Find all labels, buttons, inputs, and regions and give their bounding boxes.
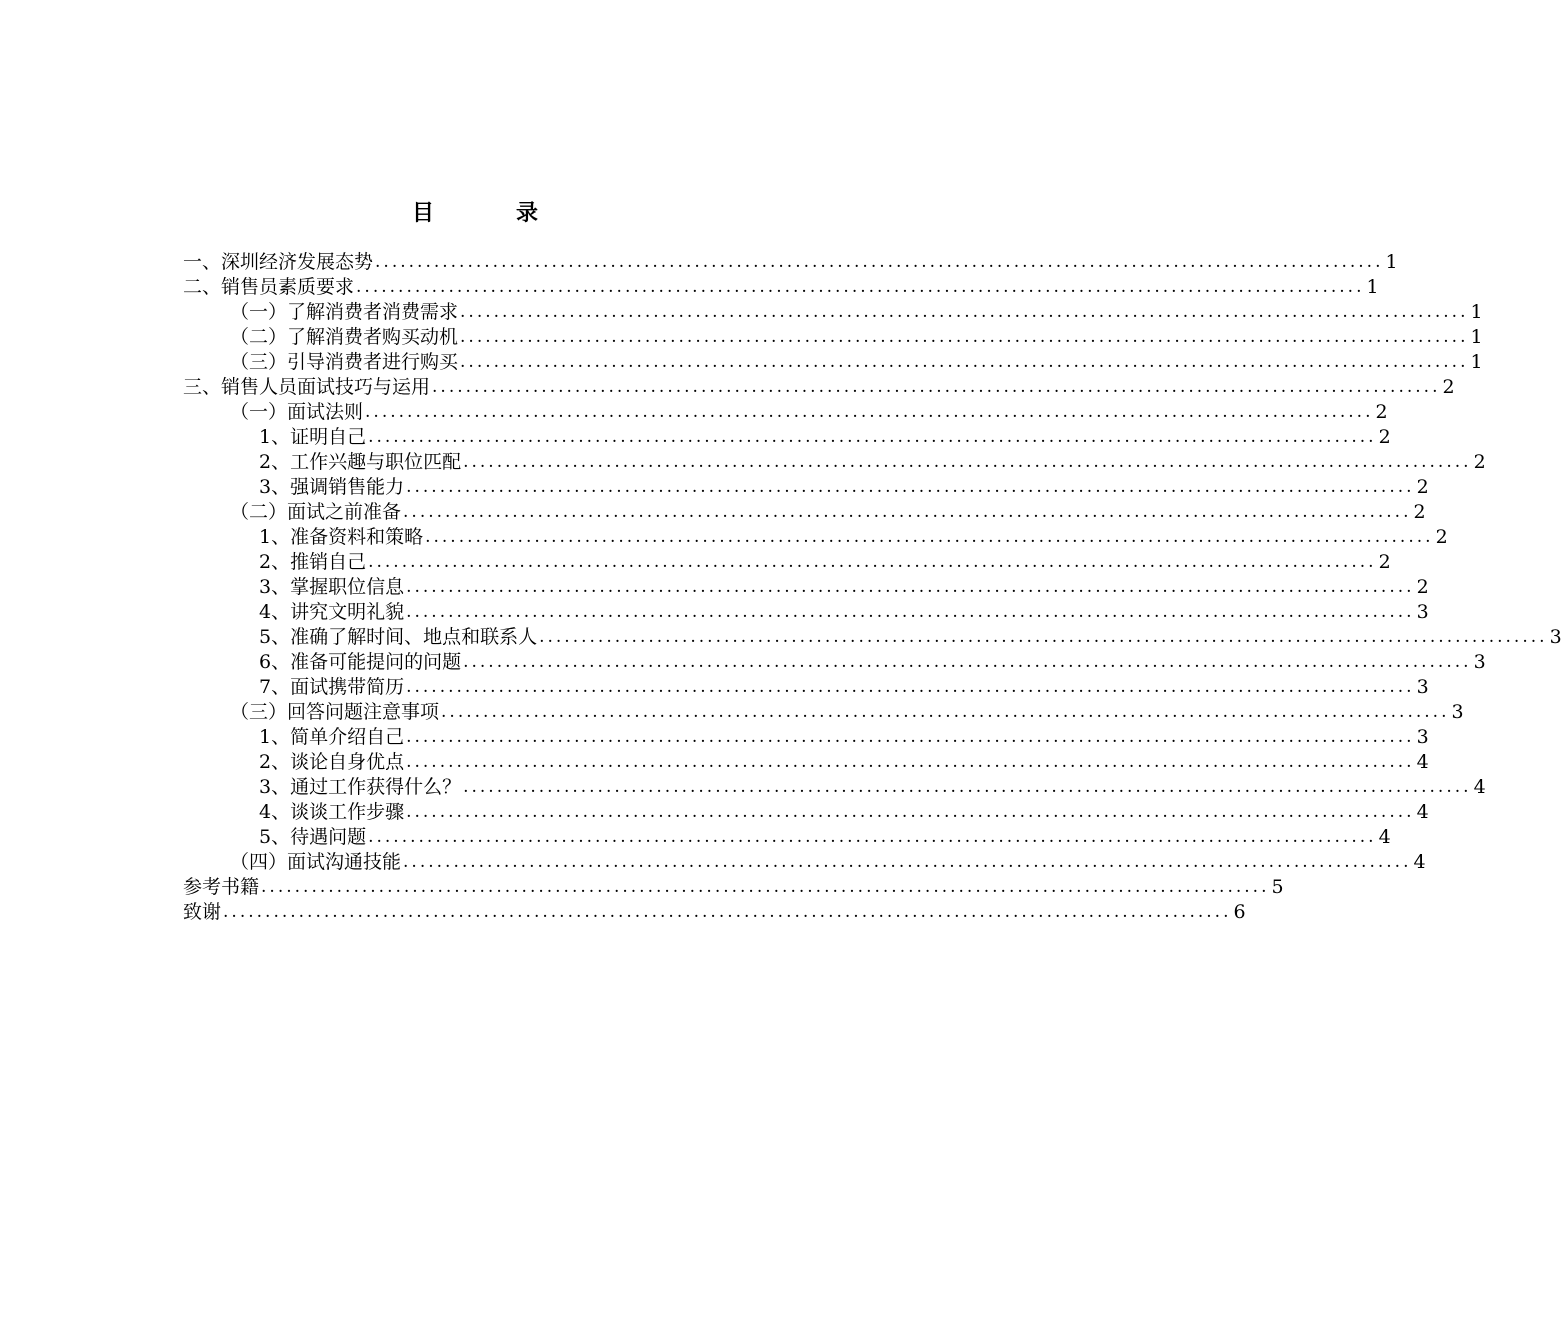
toc-entry[interactable] xyxy=(183,525,1448,550)
toc-entry[interactable] xyxy=(183,600,1429,625)
toc-leader-dots: ........................................................................................................................ xyxy=(432,377,1441,397)
toc-entry[interactable] xyxy=(183,875,1284,900)
toc-entry[interactable] xyxy=(183,300,1483,325)
toc-entry-page: 2 xyxy=(1416,576,1429,598)
toc-entry-label: 1、简单介绍自己 xyxy=(259,726,405,748)
toc-entry-page: 1 xyxy=(1385,251,1398,273)
toc-entry-page: 4 xyxy=(1416,751,1429,773)
toc-entry-label: 二、销售员素质要求 xyxy=(183,276,355,298)
toc-entry-label: （一）了解消费者消费需求 xyxy=(230,301,459,323)
toc-leader-dots: ........................................................................................................................ xyxy=(463,452,1472,472)
toc-entry-label: 1、准备资料和策略 xyxy=(259,526,424,548)
toc-leader-dots: ........................................................................................................................ xyxy=(441,702,1450,722)
toc-entry-page: 1 xyxy=(1470,351,1483,373)
toc-entry-page: 3 xyxy=(1416,676,1429,698)
toc-leader-dots: ........................................................................................................................ xyxy=(403,852,1412,872)
toc-leader-dots: ........................................................................................................................ xyxy=(375,252,1384,272)
toc-entry[interactable] xyxy=(183,475,1429,500)
toc-leader-dots: ........................................................................................................................ xyxy=(406,477,1415,497)
toc-entry-label: 2、工作兴趣与职位匹配 xyxy=(259,451,462,473)
toc-leader-dots: ........................................................................................................................ xyxy=(406,677,1415,697)
toc-entry-page: 4 xyxy=(1378,826,1391,848)
toc-entry[interactable] xyxy=(183,775,1486,800)
toc-entry-label: （一）面试法则 xyxy=(230,401,364,423)
toc-leader-dots: ........................................................................................................................ xyxy=(463,777,1472,797)
toc-leader-dots: ........................................................................................................................ xyxy=(460,302,1469,322)
toc-entry[interactable] xyxy=(183,450,1486,475)
toc-entry-label: 参考书籍 xyxy=(183,876,260,898)
toc-entry[interactable] xyxy=(183,275,1379,300)
toc-entry-page: 1 xyxy=(1470,326,1483,348)
toc-entry-page: 1 xyxy=(1470,301,1483,323)
toc-entry[interactable] xyxy=(183,800,1429,825)
toc-entry-page: 3 xyxy=(1549,626,1562,648)
toc-entry[interactable] xyxy=(183,350,1483,375)
toc-entry-label: 5、待遇问题 xyxy=(259,826,367,848)
toc-entry-label: （二）了解消费者购买动机 xyxy=(230,326,459,348)
toc-entry[interactable] xyxy=(183,400,1388,425)
toc-entry[interactable] xyxy=(183,725,1429,750)
toc-entry[interactable] xyxy=(183,250,1398,275)
toc-entry-page: 6 xyxy=(1233,901,1246,923)
toc-entry-page: 3 xyxy=(1416,726,1429,748)
toc-entry-page: 3 xyxy=(1451,701,1464,723)
toc-entry-label: 4、讲究文明礼貌 xyxy=(259,601,405,623)
toc-leader-dots: ........................................................................................................................ xyxy=(463,652,1472,672)
toc-entry-page: 3 xyxy=(1473,651,1486,673)
toc-leader-dots: ........................................................................................................................ xyxy=(406,802,1415,822)
toc-entry-label: 致谢 xyxy=(183,901,222,923)
toc-leader-dots: ........................................................................................................................ xyxy=(365,402,1374,422)
toc-entry-label: 1、证明自己 xyxy=(259,426,367,448)
toc-entry-page: 2 xyxy=(1378,426,1391,448)
toc-entry-page: 2 xyxy=(1442,376,1455,398)
toc-leader-dots: ........................................................................................................................ xyxy=(460,352,1469,372)
toc-entry-page: 4 xyxy=(1413,851,1426,873)
toc-entry-page: 2 xyxy=(1473,451,1486,473)
toc-entry-label: 3、强调销售能力 xyxy=(259,476,405,498)
toc-entry-label: 7、面试携带简历 xyxy=(259,676,405,698)
toc-entry[interactable] xyxy=(183,425,1391,450)
toc-entry-label: （二）面试之前准备 xyxy=(230,501,402,523)
toc-entry-label: 2、谈论自身优点 xyxy=(259,751,405,773)
toc-entry[interactable] xyxy=(183,700,1464,725)
toc-leader-dots: ........................................................................................................................ xyxy=(406,602,1415,622)
toc-entry-label: 三、销售人员面试技巧与运用 xyxy=(183,376,431,398)
toc-leader-dots: ........................................................................................................................ xyxy=(425,527,1434,547)
toc-entry-page: 2 xyxy=(1435,526,1448,548)
toc-leader-dots: ........................................................................................................................ xyxy=(460,327,1469,347)
toc-leader-dots: ........................................................................................................................ xyxy=(356,277,1365,297)
toc-entry-label: （四）面试沟通技能 xyxy=(230,851,402,873)
toc-entry[interactable] xyxy=(183,675,1429,700)
toc-leader-dots: ........................................................................................................................ xyxy=(368,427,1377,447)
toc-entry-label: 3、通过工作获得什么？ xyxy=(259,776,462,798)
toc-entry[interactable] xyxy=(183,375,1455,400)
toc-entry-page: 2 xyxy=(1375,401,1388,423)
toc-entry-page: 5 xyxy=(1271,876,1284,898)
toc-entry-label: 2、推销自己 xyxy=(259,551,367,573)
toc-leader-dots: ........................................................................................................................ xyxy=(368,552,1377,572)
toc-entry[interactable] xyxy=(183,850,1426,875)
toc-entry-page: 4 xyxy=(1473,776,1486,798)
toc-entry-label: 3、掌握职位信息 xyxy=(259,576,405,598)
toc-entry[interactable] xyxy=(183,575,1429,600)
toc-entry-page: 3 xyxy=(1416,601,1429,623)
toc-entry[interactable] xyxy=(183,500,1426,525)
toc-leader-dots: ........................................................................................................................ xyxy=(223,902,1232,922)
toc-entry[interactable] xyxy=(183,825,1391,850)
toc-entry-page: 4 xyxy=(1416,801,1429,823)
toc-leader-dots: ........................................................................................................................ xyxy=(406,752,1415,772)
toc-entry[interactable] xyxy=(183,325,1483,350)
toc-entry-page: 2 xyxy=(1416,476,1429,498)
toc-entry-page: 1 xyxy=(1366,276,1379,298)
toc-leader-dots: ........................................................................................................................ xyxy=(406,577,1415,597)
toc-entry[interactable] xyxy=(183,550,1391,575)
toc-entry-page: 2 xyxy=(1413,501,1426,523)
toc-leader-dots: ........................................................................................................................ xyxy=(539,627,1548,647)
toc-entry[interactable] xyxy=(183,900,1246,925)
toc-leader-dots: ........................................................................................................................ xyxy=(368,827,1377,847)
toc-entry[interactable] xyxy=(183,650,1486,675)
toc-entry-label: 一、深圳经济发展态势 xyxy=(183,251,374,273)
toc-entry-label: 5、准确了解时间、地点和联系人 xyxy=(259,626,538,648)
toc-entry-label: 6、准备可能提问的问题 xyxy=(259,651,462,673)
toc-entry[interactable] xyxy=(183,625,1562,650)
toc-leader-dots: ........................................................................................................................ xyxy=(406,727,1415,747)
toc-leader-dots: ........................................................................................................................ xyxy=(261,877,1270,897)
toc-entry-label: （三）引导消费者进行购买 xyxy=(230,351,459,373)
toc-leader-dots: ........................................................................................................................ xyxy=(403,502,1412,522)
toc-entry-label: 4、谈谈工作步骤 xyxy=(259,801,405,823)
toc-entry[interactable] xyxy=(183,750,1429,775)
toc-entry-label: （三）回答问题注意事项 xyxy=(230,701,440,723)
toc-entry-page: 2 xyxy=(1378,551,1391,573)
toc-title: 目 录 xyxy=(411,200,568,226)
toc-list xyxy=(183,250,1562,925)
